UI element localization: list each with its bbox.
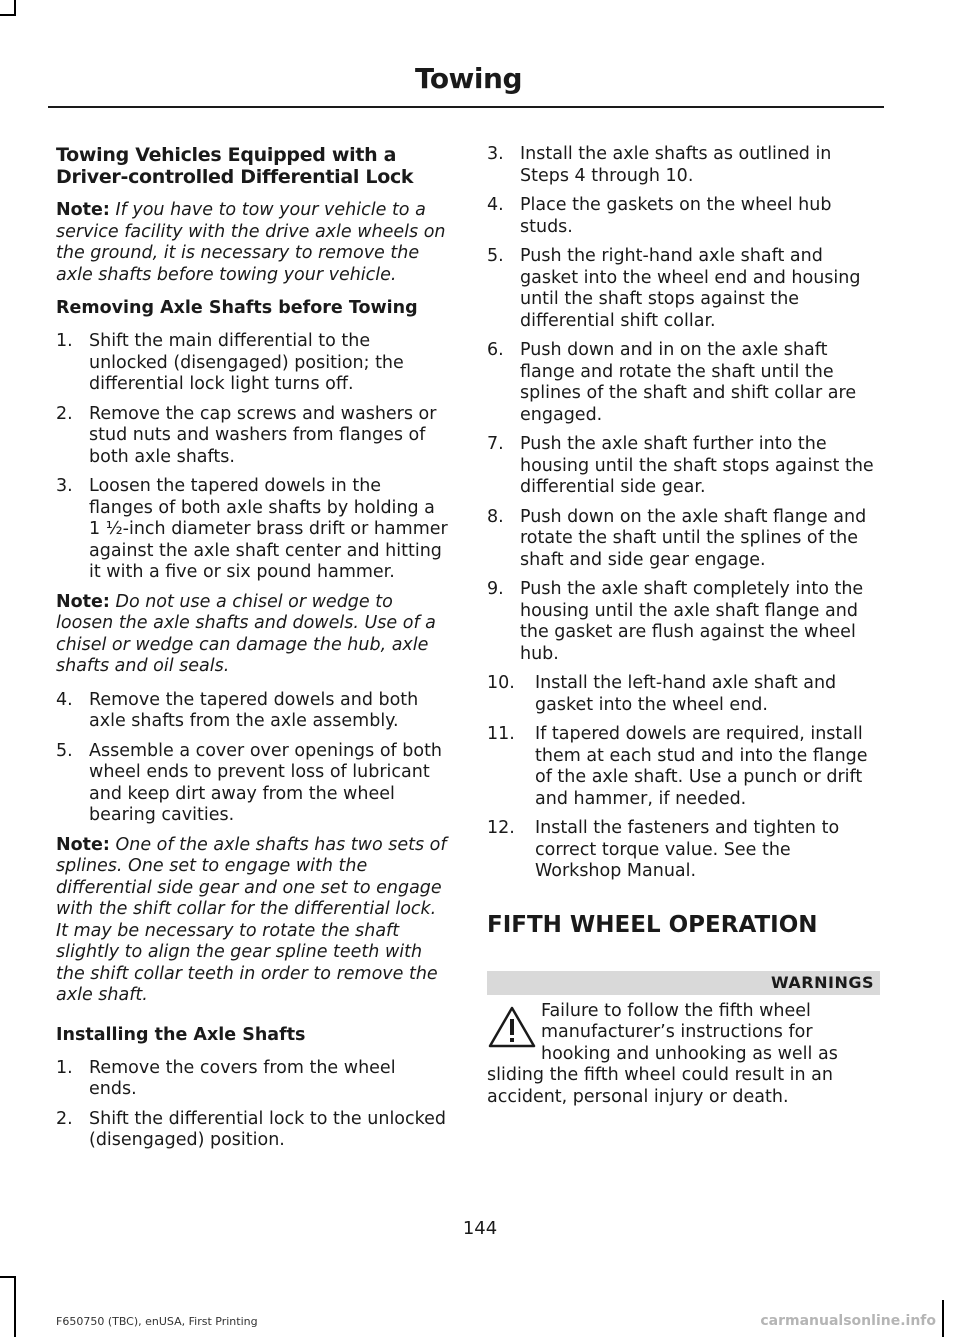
footer-print-info: F650750 (TBC), enUSA, First Printing	[56, 1315, 258, 1328]
installing-steps-list	[56, 1058, 448, 1152]
list-item: 4. Place the gaskets on the wheel hub studs.	[487, 195, 832, 237]
crop-mark	[942, 1300, 944, 1337]
list-item: 3. Install the axle shafts as outlined in Steps 4 through 10.	[487, 144, 832, 186]
list-item: 11. If tapered dowels are required, install them at each stud and into the flange of the axle shaft. Use a punch or drift and hammer, if needed.	[487, 724, 868, 809]
section-heading-fifth-wheel: FIFTH WHEEL OPERATION	[487, 911, 818, 938]
page-number: 144	[462, 1218, 498, 1239]
header-divider	[48, 106, 884, 108]
list-item: 7. Push the axle shaft further into the housing until the shaft stops against the differential side gear.	[487, 434, 874, 497]
note: Note: One of the axle shafts has two sets of splines. One set to engage with the differential side gear and one set to engage with the shift collar for the differential lock. It may be necessary to rotate the shaft slightly to align the gear spline teeth with the shift collar teeth in order to remove the axle shaft.	[56, 834, 447, 1005]
list-item: 10. Install the left-hand axle shaft and gasket into the wheel end.	[487, 673, 837, 715]
list-item: 12. Install the fasteners and tighten to correct torque value. See the Workshop Manual.	[487, 818, 840, 881]
list-item: 9. Push the axle shaft completely into the housing until the axle shaft flange and the gasket are flush against the wheel hub.	[487, 579, 864, 664]
removing-steps-list	[56, 331, 448, 584]
note: Note: If you have to tow your vehicle to a service facility with the drive axle wheels on the ground, it is necessary to remove the axle shafts before towing your vehicle.	[56, 200, 446, 285]
subheading-removing-axle-shafts: Removing Axle Shafts before Towing	[56, 298, 418, 318]
right-column	[487, 144, 880, 1120]
warning-box	[487, 1001, 880, 1109]
list-item: 8. Push down on the axle shaft flange and rotate the shaft until the splines of the shaft and side gear engage.	[487, 506, 867, 570]
list-item: 1. Shift the main differential to the unlocked (disengaged) position; the differential lock light turns off.	[56, 331, 404, 394]
removing-steps-list-continued	[56, 690, 448, 827]
left-column	[56, 144, 448, 1160]
crop-mark	[0, 14, 16, 16]
page-title: Towing	[414, 62, 522, 95]
warnings-banner: WARNINGS	[487, 971, 880, 995]
installing-steps-list-final	[487, 673, 880, 883]
subheading-installing-axle-shafts: Installing the Axle Shafts	[56, 1024, 306, 1045]
list-item: 6. Push down and in on the axle shaft flange and rotate the shaft until the splines of the shaft and shift collar are engaged.	[487, 340, 857, 425]
note: Note: Do not use a chisel or wedge to loosen the axle shafts and dowels. Use of a chisel or wedge can damage the hub, axle shafts and oil seals.	[56, 591, 436, 676]
list-item: 1. Remove the covers from the wheel ends.	[56, 1057, 396, 1099]
list-item: 5. Push the right-hand axle shaft and gasket into the wheel end and housing until the shaft stops against the differential shift collar.	[487, 246, 861, 331]
crop-mark	[0, 1276, 16, 1278]
list-item: 5. Assemble a cover over openings of both wheel ends to prevent loss of lubricant and keep dirt away from the wheel bearing cavities.	[56, 740, 443, 825]
list-item: 4. Remove the tapered dowels and both axle shafts from the axle assembly.	[56, 689, 419, 731]
list-item: 2. Remove the cap screws and washers or stud nuts and washers from flanges of both axle shafts.	[56, 403, 437, 467]
warning-text: Failure to follow the fifth wheel manufacturer’s instructions for hooking and unhooking as well as sliding the fifth wheel could result in an accident, personal injury or death.	[487, 1000, 838, 1107]
section-heading-towing-diff-lock: Towing Vehicles Equipped with a Driver-controlled Differential Lock	[56, 144, 414, 188]
watermark: carmanualsonline.info	[760, 1313, 936, 1329]
warning-triangle-icon	[487, 1005, 537, 1049]
list-item: 2. Shift the differential lock to the unlocked (disengaged) position.	[56, 1108, 447, 1150]
installing-steps-list-continued	[487, 144, 880, 665]
crop-mark	[14, 1276, 16, 1337]
list-item: 3. Loosen the tapered dowels in the flanges of both axle shafts by holding a 1 ½-inch diameter brass drift or hammer against the axle shaft center and hitting it with a five or six pound hammer.	[56, 476, 448, 582]
